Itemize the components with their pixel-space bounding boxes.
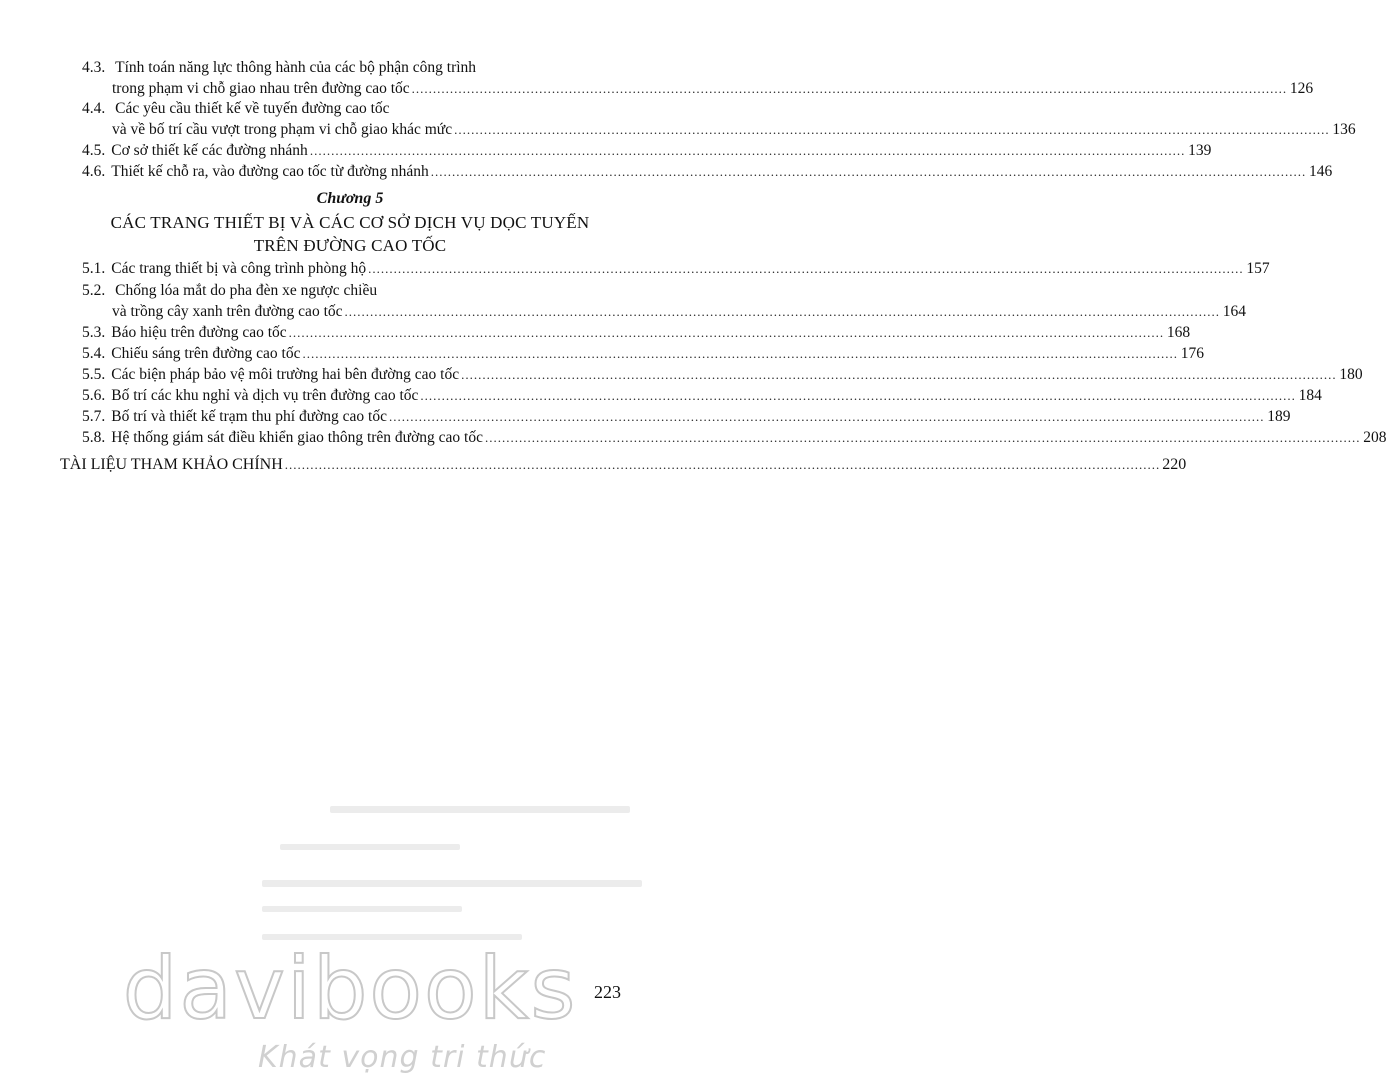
toc-entry-5-8 (82, 428, 1386, 448)
toc-page-number: 139 (1188, 142, 1212, 159)
leader-dots (285, 455, 1161, 475)
toc-entry-number: 4.5. (82, 142, 106, 159)
toc-page-number: 176 (1180, 345, 1204, 362)
toc-entry-title: Các yêu cầu thiết kế về tuyến đường cao tốc (115, 100, 390, 117)
chapter-title-line1: CÁC TRANG THIẾT BỊ VÀ CÁC CƠ SỞ DỊCH VỤ DỌC TUYẾN (110, 213, 590, 232)
toc-page-number: 146 (1309, 163, 1333, 180)
leader-dots (420, 386, 1296, 406)
toc-entry-title-cont: trong phạm vi chỗ giao nhau trên đường cao tốc (112, 80, 410, 97)
toc-entry-title: Bố trí và thiết kế trạm thu phí đường cao tốc (111, 408, 387, 425)
chapter-label: Chương 5 (316, 190, 384, 207)
toc-page-number: 184 (1298, 387, 1322, 404)
toc-entry-title: Báo hiệu trên đường cao tốc (111, 324, 287, 341)
leader-dots (431, 162, 1307, 182)
show-through-mark (262, 880, 642, 887)
toc-entry-number: 5.3. (82, 324, 106, 341)
toc-entry-title: Cơ sở thiết kế các đường nhánh (111, 142, 308, 159)
toc-entry-5-1 (82, 259, 1270, 279)
toc-entry-5-4 (82, 344, 1204, 364)
toc-entry-5-2 (112, 302, 1247, 322)
leader-dots (485, 428, 1361, 448)
toc-entry-title: Bố trí các khu nghỉ và dịch vụ trên đường cao tốc (111, 387, 419, 404)
toc-page-number: 208 (1363, 429, 1386, 446)
leader-dots (289, 323, 1165, 343)
toc-entry-number: 5.1. (82, 260, 106, 277)
toc-entry-references (60, 455, 1187, 475)
toc-entry-title-cont: và về bố trí cầu vượt trong phạm vi chỗ giao khác mức (112, 121, 453, 138)
toc-entry-5-5 (82, 365, 1363, 385)
show-through-mark (262, 906, 462, 912)
show-through-mark (280, 844, 460, 850)
leader-dots (461, 365, 1337, 385)
leader-dots (412, 79, 1288, 99)
toc-entry-title-cont: và trồng cây xanh trên đường cao tốc (112, 303, 343, 320)
toc-entry-4-4 (112, 120, 1356, 140)
toc-entry-title: Các trang thiết bị và công trình phòng hộ (111, 260, 367, 277)
chapter-title-line2: TRÊN ĐƯỜNG CAO TỐC (253, 236, 447, 255)
leader-dots (345, 302, 1221, 322)
toc-entry-number: 5.4. (82, 345, 106, 362)
leader-dots (389, 407, 1265, 427)
toc-entry-number: 5.7. (82, 408, 106, 425)
toc-page-number: 136 (1332, 121, 1356, 138)
toc-page-number: 220 (1162, 456, 1187, 473)
toc-entry-4-6 (82, 162, 1333, 182)
leader-dots (302, 344, 1178, 364)
toc-entry-number: 4.6. (82, 163, 106, 180)
watermark-logo-text: davibooks (122, 939, 578, 1039)
watermark-tagline: Khát vọng tri thức (258, 1040, 547, 1075)
leader-dots (310, 141, 1186, 161)
toc-page-number: 126 (1289, 80, 1314, 97)
toc-entry-title: Hệ thống giám sát điều khiển giao thông trên đường cao tốc (111, 429, 483, 446)
toc-entry-5-7 (82, 407, 1291, 427)
leader-dots (368, 259, 1244, 279)
toc-entry-title: TÀI LIỆU THAM KHẢO CHÍNH (60, 456, 283, 473)
leader-dots (454, 120, 1330, 140)
toc-entry-4-3 (112, 79, 1314, 99)
toc-entry-5-3 (82, 323, 1191, 343)
toc-entry-title: Thiết kế chỗ ra, vào đường cao tốc từ đường nhánh (111, 163, 429, 180)
page-number: 223 (594, 982, 621, 1002)
toc-entry-title: Chiếu sáng trên đường cao tốc (111, 345, 301, 362)
toc-page-number: 168 (1166, 324, 1191, 341)
toc-page-number: 157 (1246, 260, 1270, 277)
toc-entry-title: Các biện pháp bảo vệ môi trường hai bên đường cao tốc (111, 366, 460, 383)
toc-entry-number: 5.6. (82, 387, 106, 404)
toc-entry-number: 5.8. (82, 429, 106, 446)
toc-entry-5-2-line1 (82, 281, 377, 301)
toc-entry-4-4-line1 (82, 99, 390, 119)
toc-page-number: 180 (1339, 366, 1363, 383)
toc-entry-title: Tính toán năng lực thông hành của các bộ phận công trình (115, 59, 477, 76)
toc-page-number: 164 (1222, 303, 1247, 320)
toc-entry-4-3-line1 (82, 58, 476, 78)
show-through-mark (330, 806, 630, 813)
toc-entry-4-5 (82, 141, 1212, 161)
toc-entry-number: 4.3. (82, 59, 106, 76)
davibooks-watermark-logo (122, 939, 578, 1039)
toc-entry-title: Chống lóa mắt do pha đèn xe ngược chiều (115, 282, 378, 299)
toc-entry-number: 4.4. (82, 100, 106, 117)
toc-entry-number: 5.5. (82, 366, 106, 383)
toc-entry-5-6 (82, 386, 1322, 406)
toc-page-number: 189 (1267, 408, 1291, 425)
toc-entry-number: 5.2. (82, 282, 106, 299)
